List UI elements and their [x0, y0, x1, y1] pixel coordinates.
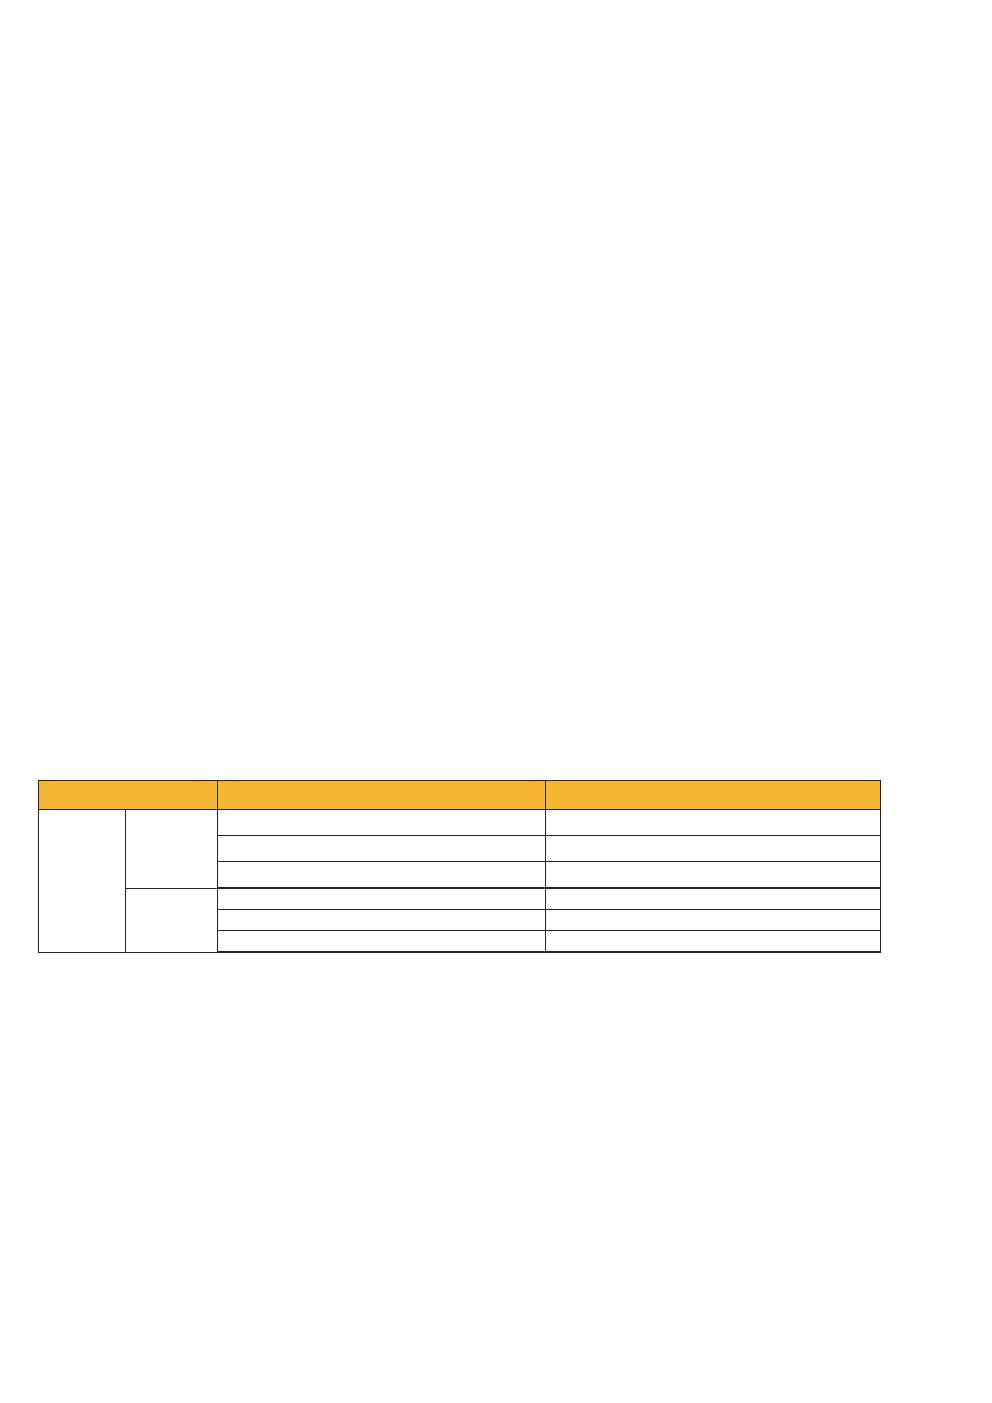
rational-high-sequence: [218, 862, 546, 888]
fcb-table: [38, 780, 881, 953]
table-row: [39, 889, 881, 910]
fcb-model-line: [34, 144, 960, 171]
table-row: [39, 810, 881, 836]
emotional-label: [126, 889, 218, 953]
emotional-high-consumer: [218, 889, 546, 910]
emotional-high-strategy: [218, 952, 546, 953]
section-4-title: [34, 69, 960, 96]
emotional-low-sequence: [546, 931, 881, 952]
spacer: [34, 96, 960, 118]
emotional-low-strategy: [546, 952, 881, 953]
rational-low-consumer: [546, 810, 881, 836]
row-group-label: [39, 810, 126, 953]
rational-high-products: [218, 836, 546, 862]
emotional-low-products: [546, 910, 881, 931]
rational-label: [126, 810, 218, 889]
emotional-high-sequence: [218, 931, 546, 952]
document-body: [34, 50, 960, 197]
rational-high-consumer: [218, 810, 546, 836]
emotional-low-consumer: [546, 889, 881, 910]
fcb-note: [34, 171, 960, 198]
rational-low-products: [546, 836, 881, 862]
header-category: [39, 781, 218, 810]
rational-low-sequence: [546, 862, 881, 888]
table-header-row: [39, 781, 881, 810]
header-high-involvement: [218, 781, 546, 810]
header-low-involvement: [546, 781, 881, 810]
emotional-high-products: [218, 910, 546, 931]
section-5-title: [34, 118, 960, 145]
spacer: [34, 50, 960, 69]
